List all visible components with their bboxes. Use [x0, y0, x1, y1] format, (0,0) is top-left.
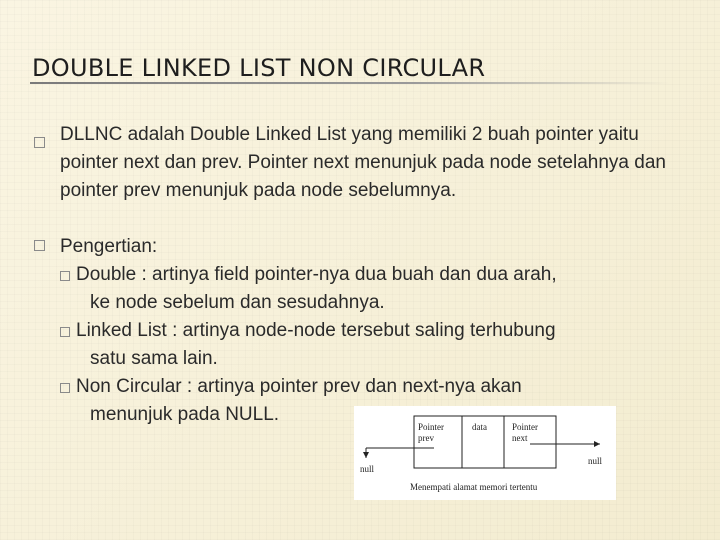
cell-data: data — [472, 422, 487, 432]
diagram-caption: Menempati alamat memori tertentu — [410, 482, 538, 492]
slide-title: DOUBLE LINKED LIST NON CIRCULAR — [32, 54, 486, 82]
sub-item-line2: ke node sebelum dan sesudahnya. — [90, 292, 385, 313]
sub-item-line1: Non Circular : artinya pointer prev dan next-nya akan — [76, 376, 522, 397]
cell-prev-line1: Pointer — [418, 422, 444, 432]
sub-bullet-icon — [60, 327, 70, 337]
cell-next-line2: next — [512, 433, 528, 443]
cell-prev-line2: prev — [418, 433, 434, 443]
sub-bullet-icon — [60, 383, 70, 393]
cell-next-line1: Pointer — [512, 422, 538, 432]
sub-item-linked-list — [60, 317, 710, 373]
sub-item-line1: Linked List : artinya node-node tersebut saling terhubung — [76, 320, 556, 341]
bullet-icon — [34, 240, 45, 251]
null-left: null — [360, 464, 375, 474]
bullet-icon — [34, 137, 45, 148]
null-right: null — [588, 456, 603, 466]
sub-bullet-icon — [60, 271, 70, 281]
title-divider — [30, 82, 670, 84]
sub-item-line2: satu sama lain. — [90, 348, 218, 369]
bullet-text-heading: Pengertian: — [60, 236, 158, 257]
node-diagram-svg — [354, 406, 616, 500]
sub-item-line1: Double : artinya field pointer-nya dua buah dan dua arah, — [76, 264, 557, 285]
sub-item-double — [60, 261, 710, 317]
bullet-text-definition: DLLNC adalah Double Linked List yang memiliki 2 buah pointer yaitu pointer next dan prev. Pointer next menunjuk pada node setelahnya dan pointer prev menunjuk pada node sebelumnya. — [60, 124, 666, 201]
node-diagram — [354, 406, 616, 500]
sub-item-line2: menunjuk pada NULL. — [90, 404, 280, 425]
